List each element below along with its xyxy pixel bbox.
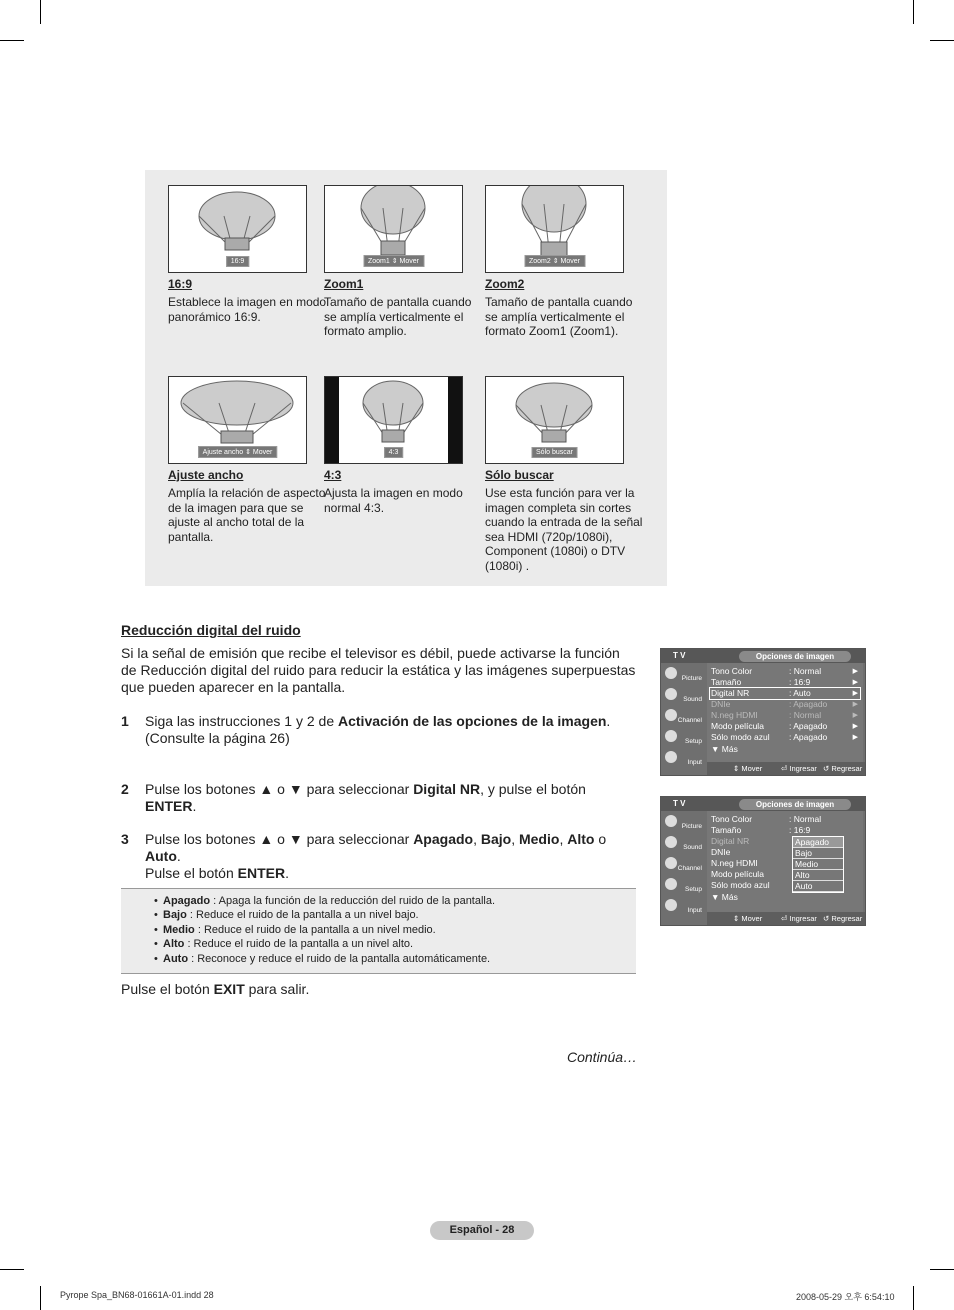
- note-text: : Reconoce y reduce el ruido de la pantalla automáticamente.: [188, 952, 491, 965]
- setup-icon: [665, 730, 677, 742]
- size-title: Zoom2: [485, 277, 525, 291]
- osd-row-key: Digital NR: [711, 688, 750, 698]
- chevron-down-icon: ▼: [711, 744, 720, 754]
- osd-row-key: Tamaño: [711, 825, 742, 835]
- input-icon: [665, 899, 677, 911]
- osd-row-selected[interactable]: [710, 688, 860, 699]
- channel-icon: [665, 857, 677, 869]
- step-text: Pulse el botón: [145, 865, 238, 881]
- intro-paragraph: Si la señal de emisión que recibe el televisor es débil, puede activarse la función de Reducción digital del ruido para reducir la estática y las imágenes superpuestas que pueden aparecer en la pantalla.: [121, 645, 636, 695]
- osd-row[interactable]: [710, 721, 860, 732]
- step-3-text: [145, 831, 635, 882]
- osd-row-key: Modo película: [711, 721, 764, 731]
- size-desc: Amplía la relación de aspecto de la imagen para que se ajuste al ancho total de la pantalla.: [168, 486, 326, 544]
- osd-foot-move: ⇕ Mover: [733, 914, 763, 923]
- osd-foot-label: Regresar: [831, 764, 863, 773]
- osd-side-label: Setup: [685, 738, 702, 745]
- step-text: ,: [473, 831, 481, 847]
- osd-row-key: N.neg HDMI: [711, 710, 758, 720]
- osd-row-key: Modo película: [711, 869, 764, 879]
- osd-tv-label: T V: [673, 799, 686, 808]
- osd-side-label: Setup: [685, 886, 702, 893]
- osd-title: Opciones de imagen: [739, 651, 851, 662]
- note-term: Alto: [163, 938, 185, 951]
- footer-file-name: Pyrope Spa_BN68-01661A-01.indd 28: [60, 1290, 214, 1300]
- osd-menu-1: [660, 648, 866, 776]
- size-tag: Zoom1 ⇕ Mover: [363, 255, 424, 267]
- osd-side-picture[interactable]: [661, 665, 705, 685]
- crop-mark: [930, 1269, 954, 1270]
- notes-box: [121, 888, 636, 974]
- step-text: , y pulse el botón: [480, 781, 586, 797]
- size-desc: Tamaño de pantalla cuando se amplía verticalmente el formato Zoom1 (Zoom1).: [485, 295, 633, 338]
- osd-title: Opciones de imagen: [739, 799, 851, 810]
- size-desc: Establece la imagen en modo panorámico 16:9.: [168, 295, 327, 324]
- osd-foot-back: ↺ Regresar: [823, 914, 863, 923]
- note-term: Bajo: [163, 909, 187, 922]
- osd-row[interactable]: [710, 677, 860, 688]
- osd-side-label: Channel: [677, 865, 702, 872]
- note-term: Medio: [163, 923, 195, 936]
- digital-nr-dropdown: [792, 836, 844, 893]
- step-bold: ENTER: [237, 865, 286, 881]
- crop-mark: [930, 40, 954, 41]
- osd-row[interactable]: [710, 814, 860, 825]
- osd-row-key: Tono Color: [711, 666, 753, 676]
- osd-row[interactable]: [710, 825, 860, 836]
- osd-tv-label: T V: [673, 651, 686, 660]
- sound-icon: [665, 836, 677, 848]
- osd-side-label: Input: [687, 759, 702, 766]
- arrow-right-icon: ▶: [852, 690, 858, 697]
- osd-row-value: : 16:9: [789, 825, 811, 835]
- crop-mark: [913, 1286, 914, 1310]
- osd-row-value: : Normal: [789, 814, 822, 824]
- size-tag: 16:9: [226, 256, 250, 267]
- step-text: o: [594, 831, 607, 847]
- osd-footer: [707, 762, 865, 775]
- osd-row-key: DNIe: [711, 847, 731, 857]
- size-title: 16:9: [168, 277, 193, 291]
- note-text: : Reduce el ruido de la pantalla a un nivel bajo.: [186, 909, 419, 922]
- exit-instruction: [121, 981, 309, 998]
- step-1-text: [145, 713, 625, 747]
- osd-foot-label: Ingresar: [789, 764, 817, 773]
- step-number: 1: [121, 713, 129, 729]
- size-desc: Ajusta la imagen en modo normal 4:3.: [324, 486, 463, 515]
- step-text: ,: [559, 831, 568, 847]
- crop-mark: [0, 40, 24, 41]
- osd-body: [707, 663, 863, 763]
- osd-row-key: DNIe: [711, 699, 731, 709]
- osd-foot-label: Mover: [741, 764, 763, 773]
- crop-mark: [0, 1269, 24, 1270]
- setup-icon: [665, 878, 677, 890]
- osd-row-value: : Normal: [789, 666, 822, 676]
- balloon-thumbnail: [485, 185, 624, 273]
- step-text: .: [176, 848, 181, 864]
- step-number: 2: [121, 781, 129, 797]
- step-bold: ENTER: [145, 798, 193, 814]
- sound-icon: [665, 688, 677, 700]
- arrow-right-icon: ▶: [852, 734, 858, 741]
- balloon-thumbnail: [485, 376, 624, 464]
- step-bold: Bajo: [480, 831, 512, 847]
- arrow-right-icon: ▶: [852, 679, 858, 686]
- dropdown-option[interactable]: Auto: [793, 881, 843, 892]
- page-number-badge: Español - 28: [430, 1221, 534, 1240]
- size-title: Sólo buscar: [485, 468, 554, 482]
- osd-row[interactable]: [710, 666, 860, 677]
- size-title: Ajuste ancho: [168, 468, 244, 482]
- osd-more-text: Más: [721, 892, 738, 902]
- size-title: 4:3: [324, 468, 342, 482]
- osd-side-input[interactable]: [661, 897, 705, 917]
- arrow-right-icon: ▶: [852, 723, 858, 730]
- osd-row-value: : Normal: [789, 710, 822, 720]
- osd-foot-enter: ⏎ Ingresar: [781, 914, 817, 923]
- arrow-right-icon: ▶: [852, 712, 858, 719]
- osd-side-sound[interactable]: [661, 686, 705, 706]
- size-title: Zoom1: [324, 277, 364, 291]
- osd-side-channel[interactable]: [661, 855, 705, 875]
- step-text: .: [285, 865, 289, 881]
- osd-more-label: [711, 892, 738, 903]
- osd-foot-label: Ingresar: [789, 914, 817, 923]
- size-tag: Sólo buscar: [531, 447, 578, 458]
- step-text: ,: [511, 831, 519, 847]
- balloon-thumbnail: [168, 185, 307, 273]
- step-text: Siga las instrucciones 1 y 2 de: [145, 713, 338, 729]
- crop-mark: [40, 1286, 41, 1310]
- osd-row-value: : Auto: [789, 688, 811, 698]
- osd-header: [661, 649, 865, 663]
- balloon-thumbnail: [168, 376, 307, 464]
- osd-foot-label: Mover: [741, 914, 763, 923]
- dropdown-option[interactable]: Bajo: [793, 848, 843, 859]
- osd-row-value: : Apagado: [789, 721, 828, 731]
- note-item: [163, 937, 636, 951]
- osd-side-label: Picture: [681, 823, 702, 830]
- osd-row-key: N.neg HDMI: [711, 858, 758, 868]
- osd-footer: [707, 912, 865, 925]
- footer-timestamp: 2008-05-29 오후 6:54:10: [796, 1292, 895, 1302]
- step-2-text: [145, 781, 635, 815]
- osd-header: [661, 797, 865, 811]
- crop-mark: [40, 0, 41, 24]
- step-bold: Medio: [518, 831, 560, 847]
- osd-row[interactable]: [710, 710, 860, 721]
- note-item: [163, 908, 636, 922]
- osd-side-input[interactable]: [661, 749, 705, 769]
- input-icon: [665, 751, 677, 763]
- osd-row-value: : Apagado: [789, 699, 828, 709]
- note-term: Auto: [163, 952, 189, 965]
- osd-more-label: [711, 744, 738, 755]
- size-tag: 4:3: [384, 447, 404, 458]
- continua-label: Continúa…: [567, 1049, 638, 1065]
- step-text: Pulse los botones ▲ o ▼ para seleccionar: [145, 831, 414, 847]
- arrow-right-icon: ▶: [852, 701, 858, 708]
- osd-row-key: Sólo modo azul: [711, 732, 770, 742]
- exit-bold: EXIT: [213, 981, 245, 997]
- step-bold: Apagado: [413, 831, 474, 847]
- osd-more[interactable]: [710, 744, 860, 755]
- osd-foot-back: ↺ Regresar: [823, 764, 863, 773]
- osd-side-label: Sound: [683, 696, 702, 703]
- osd-row-key: Tono Color: [711, 814, 753, 824]
- dropdown-option[interactable]: Medio: [793, 859, 843, 870]
- osd-foot-enter: ⏎ Ingresar: [781, 764, 817, 773]
- step-text: .: [192, 798, 197, 814]
- balloon-thumbnail: [324, 376, 463, 464]
- osd-side-setup[interactable]: [661, 876, 705, 896]
- osd-row-key: Tamaño: [711, 677, 742, 687]
- picture-icon: [665, 667, 677, 679]
- dropdown-option[interactable]: Alto: [793, 870, 843, 881]
- note-text: : Apaga la función de la reducción del ruido de la pantalla.: [210, 895, 496, 907]
- step-number: 3: [121, 831, 129, 847]
- step-bold: Digital NR: [413, 781, 481, 797]
- osd-row-value: : Apagado: [789, 732, 828, 742]
- osd-side-channel[interactable]: [661, 707, 705, 727]
- osd-side-label: Input: [687, 907, 702, 914]
- osd-side-label: Channel: [677, 717, 702, 724]
- osd-row[interactable]: [710, 699, 860, 710]
- osd-row[interactable]: [710, 732, 860, 743]
- osd-menu-2: [660, 796, 866, 926]
- channel-icon: [665, 709, 677, 721]
- size-tag: Ajuste ancho ⇕ Mover: [198, 446, 278, 458]
- note-text: : Reduce el ruido de la pantalla a un nivel alto.: [184, 938, 414, 951]
- size-desc: Use esta función para ver la imagen completa sin cortes cuando la entrada de la señal sea HDMI (720p/1080i), Component (1080i) o DTV (1080i) .: [485, 486, 643, 573]
- osd-side-setup[interactable]: [661, 728, 705, 748]
- size-tag: Zoom2 ⇕ Mover: [524, 255, 585, 267]
- note-text: : Reduce el ruido de la pantalla a un nivel medio.: [194, 923, 436, 936]
- osd-side-sound[interactable]: [661, 834, 705, 854]
- osd-more[interactable]: [710, 892, 860, 903]
- exit-text: Pulse el botón: [121, 981, 214, 997]
- crop-mark: [913, 0, 914, 24]
- osd-row-value: : 16:9: [789, 677, 811, 687]
- osd-foot-move: ⇕ Mover: [733, 764, 763, 773]
- osd-side-label: Sound: [683, 844, 702, 851]
- osd-side-picture[interactable]: [661, 813, 705, 833]
- note-term: Apagado: [163, 895, 211, 907]
- note-item: [163, 894, 636, 908]
- picture-icon: [665, 815, 677, 827]
- step-text: . (Consulte la página 26): [145, 713, 611, 746]
- osd-row-key: Digital NR: [711, 836, 750, 846]
- note-item: [163, 952, 636, 966]
- osd-row-key: Sólo modo azul: [711, 880, 770, 890]
- size-desc: Tamaño de pantalla cuando se amplía verticalmente el formato amplio.: [324, 295, 472, 338]
- osd-side-label: Picture: [681, 675, 702, 682]
- note-item: [163, 923, 636, 937]
- balloon-thumbnail: [324, 185, 463, 273]
- picture-size-panel: [145, 170, 667, 586]
- step-bold: Activación de las opciones de la imagen: [338, 713, 607, 729]
- step-bold: Auto: [145, 848, 177, 864]
- step-text: Pulse los botones ▲ o ▼ para seleccionar: [145, 781, 414, 797]
- section-title: Reducción digital del ruido: [121, 622, 301, 638]
- osd-foot-label: Regresar: [831, 914, 863, 923]
- chevron-down-icon: ▼: [711, 892, 720, 902]
- dropdown-option-selected[interactable]: Apagado: [793, 837, 843, 848]
- step-bold: Alto: [567, 831, 595, 847]
- exit-text: para salir.: [244, 981, 310, 997]
- osd-more-text: Más: [721, 744, 738, 754]
- arrow-right-icon: ▶: [852, 668, 858, 675]
